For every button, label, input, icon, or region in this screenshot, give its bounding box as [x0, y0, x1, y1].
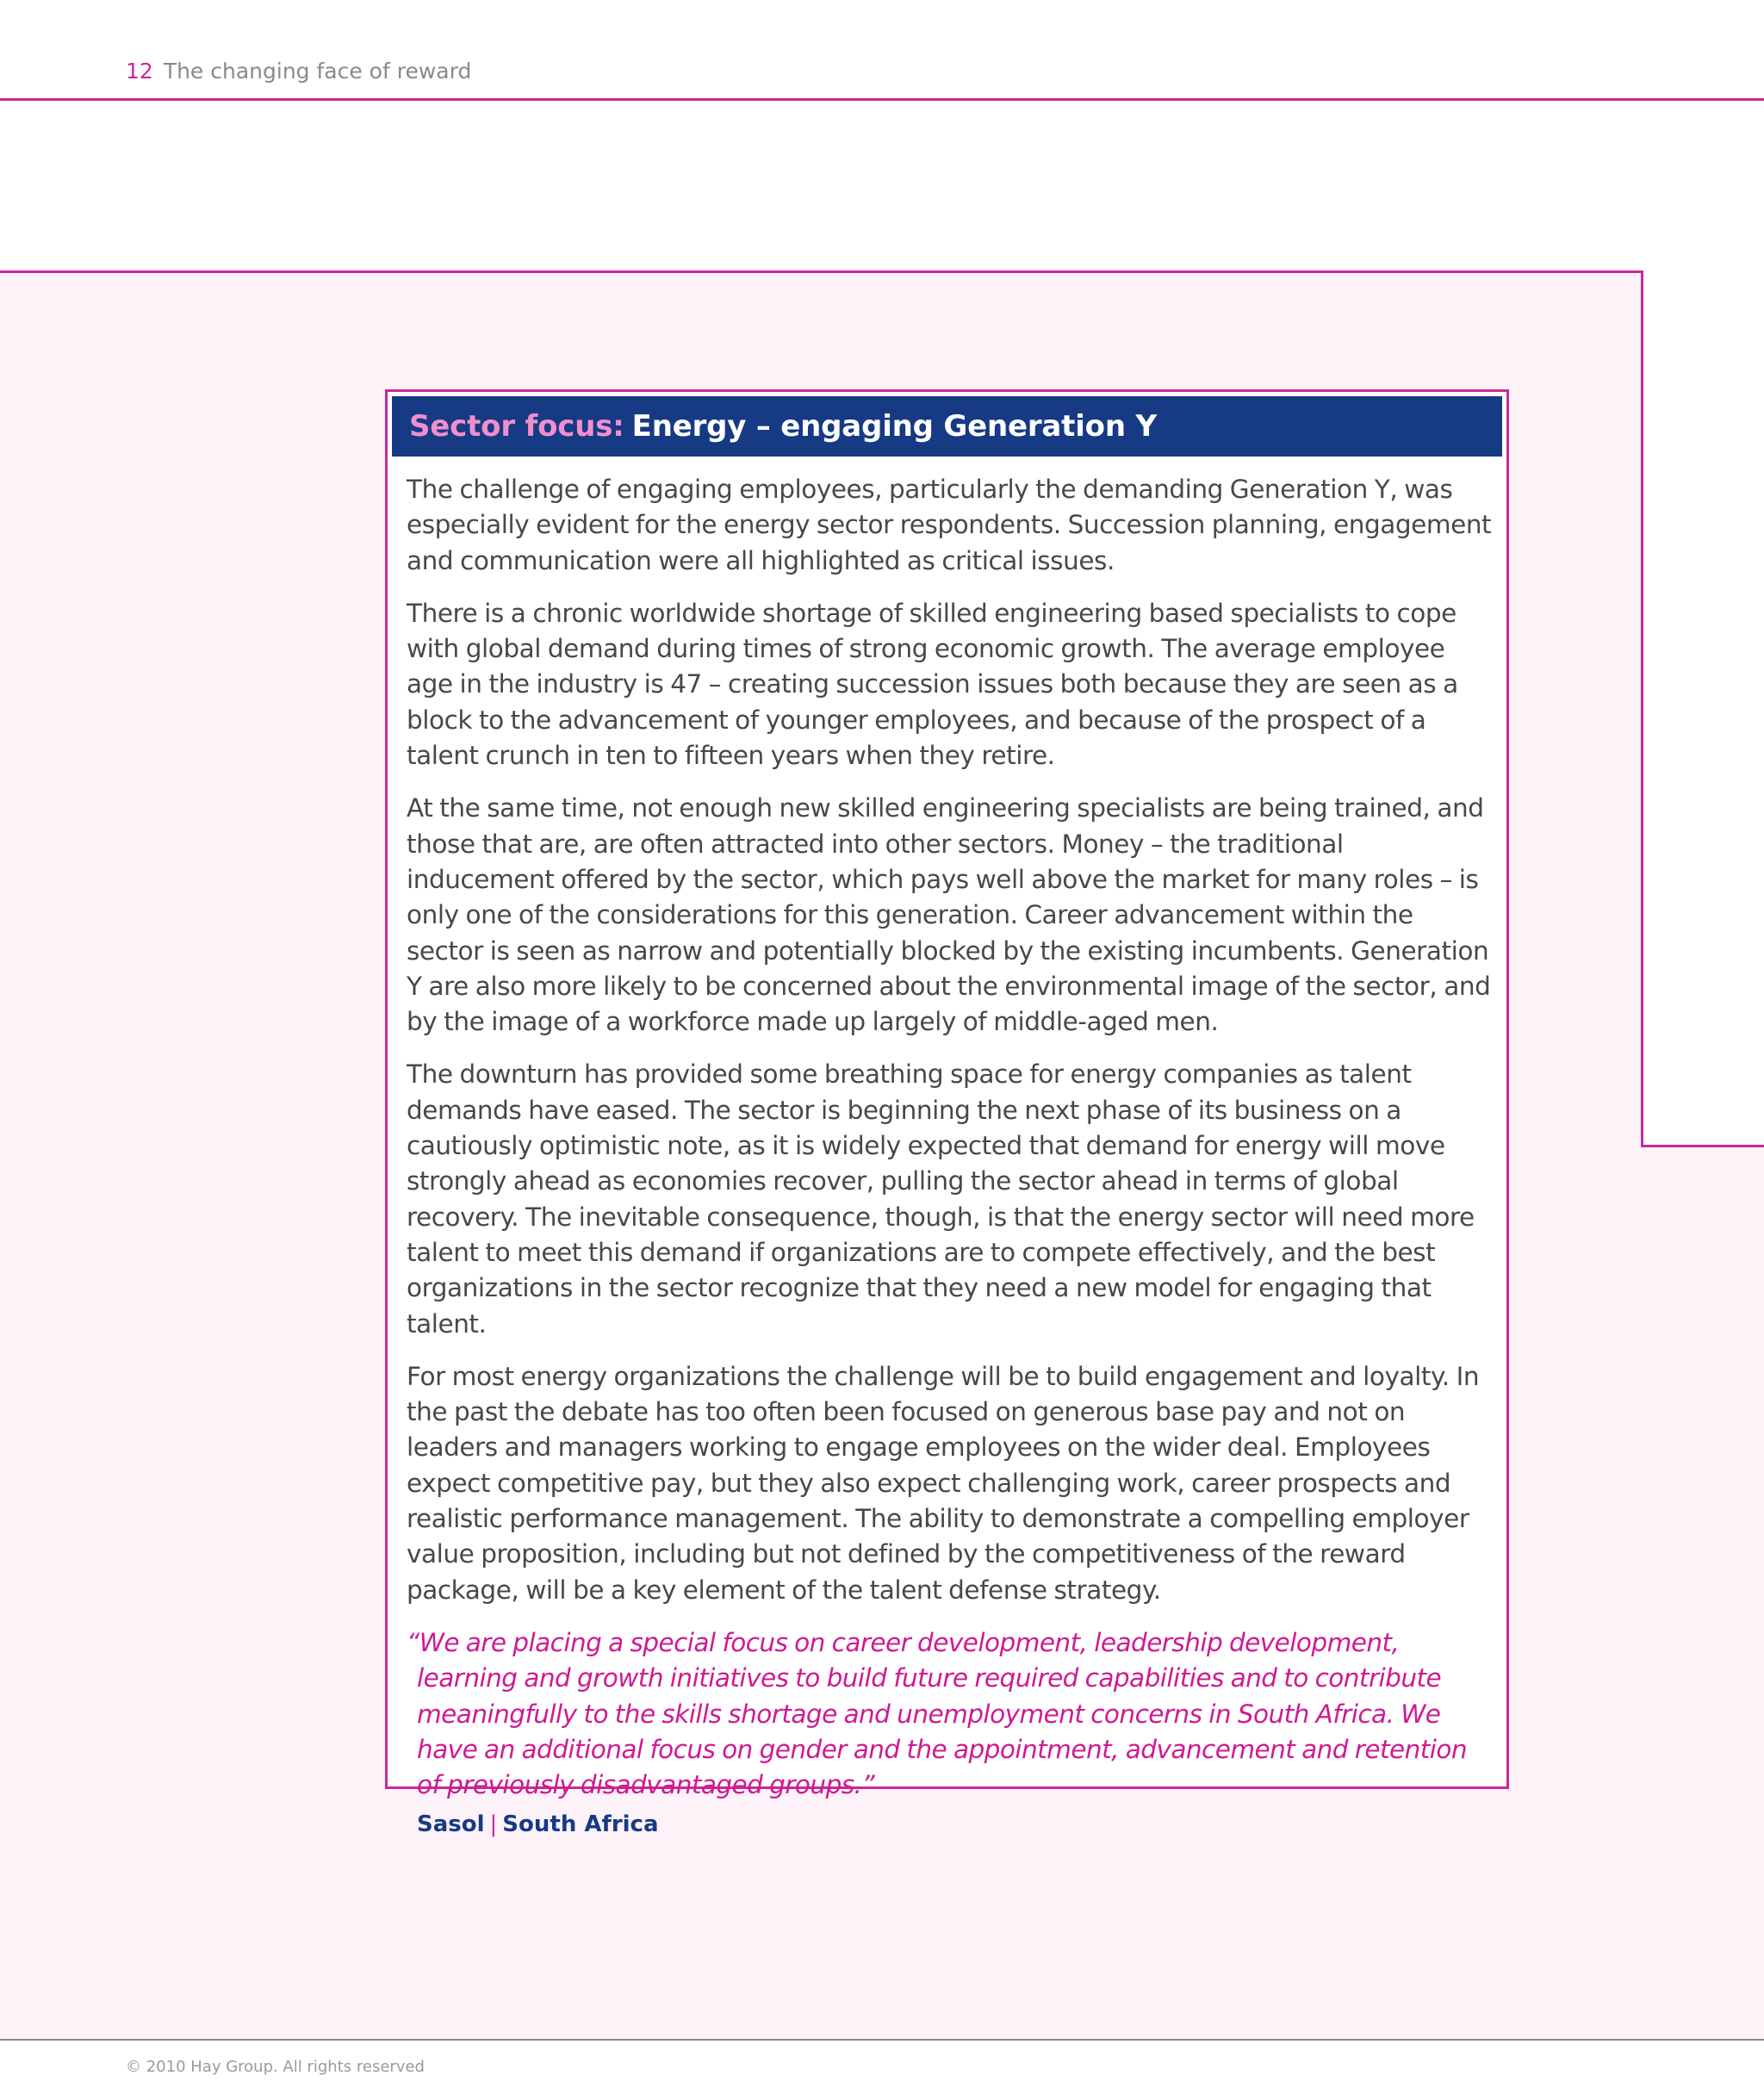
page-number: 12 [126, 59, 153, 84]
sector-focus-label: Sector focus: [409, 409, 624, 444]
running-title: The changing face of reward [163, 59, 472, 84]
sector-focus-body [407, 472, 1492, 1837]
body-paragraph-1: The challenge of engaging employees, particularly the demanding Generation Y, was especially evident for the energy sector respondents. Succession planning, engagement and communication were all highlighted as critical issues. [407, 475, 1492, 575]
panel-border-step [1641, 1145, 1764, 1147]
attribution-company: Sasol [417, 1811, 485, 1838]
sector-focus-title-bar [392, 396, 1502, 457]
page-footer [0, 2039, 1764, 2100]
running-header [126, 60, 471, 82]
quote-attribution [407, 1811, 1492, 1837]
attribution-country: South Africa [502, 1811, 659, 1838]
body-paragraph-3: At the same time, not enough new skilled engineering specialists are being trained, and those that are, are often attracted into other sectors. Money – the traditional inducement offered by the sector, which pays well above the market for many roles – is only one of the considerations for this generation. Career advancement within the sector is seen as narrow and potentially blocked by the existing incumbents. Generation Y are also more likely to be concerned about the environmental image of the sector, and by the image of a workforce made up largely of middle-aged men. [407, 793, 1491, 1037]
body-paragraph-5: For most energy organizations the challenge will be to build engagement and loyalty. In the past the debate has too often been focused on generous base pay and not on leaders and managers working to engage employees on the wider deal. Employees expect competitive pay, but they also expect challenging work, career prospects and realistic performance management. The ability to demonstrate a compelling employer value proposition, including but not defined by the competitiveness of the reward package, will be a key element of the talent defense strategy. [407, 1361, 1480, 1605]
sector-focus-title: Energy – engaging Generation Y [631, 409, 1157, 444]
pull-quote: “We are placing a special focus on career development, leadership development, learning and growth initiatives to build future required capabilities and to contribute meaningfully to the skills shortage and unemployment concerns in South Africa. We have an additional focus on gender and the appointment, advancement and retention of previously disadvantaged groups.” [407, 1627, 1468, 1800]
body-paragraph-2: There is a chronic worldwide shortage of skilled engineering based specialists to cope with global demand during times of strong economic growth. The average employee age in the industry is 47 – creating succession issues both because they are seen as a block to the advancement of younger employees, and because of the prospect of a talent crunch in ten to fifteen years when they retire. [407, 598, 1458, 771]
copyright-notice: © 2010 Hay Group. All rights reserved [126, 2058, 425, 2076]
body-paragraph-4: The downturn has provided some breathing space for energy companies as talent demands have eased. The sector is beginning the next phase of its business on a cautiously optimistic note, as it is widely expected that demand for energy will move strongly ahead as economies recover, pulling the sector ahead in terms of global recovery. The inevitable consequence, though, is that the energy sector will need more talent to meet this demand if organizations are to compete effectively, and the best organizations in the sector recognize that they need a new model for engaging that talent. [407, 1059, 1475, 1339]
sector-focus-box [385, 389, 1509, 1838]
attribution-separator: | [489, 1811, 498, 1838]
page-header [0, 0, 1764, 101]
